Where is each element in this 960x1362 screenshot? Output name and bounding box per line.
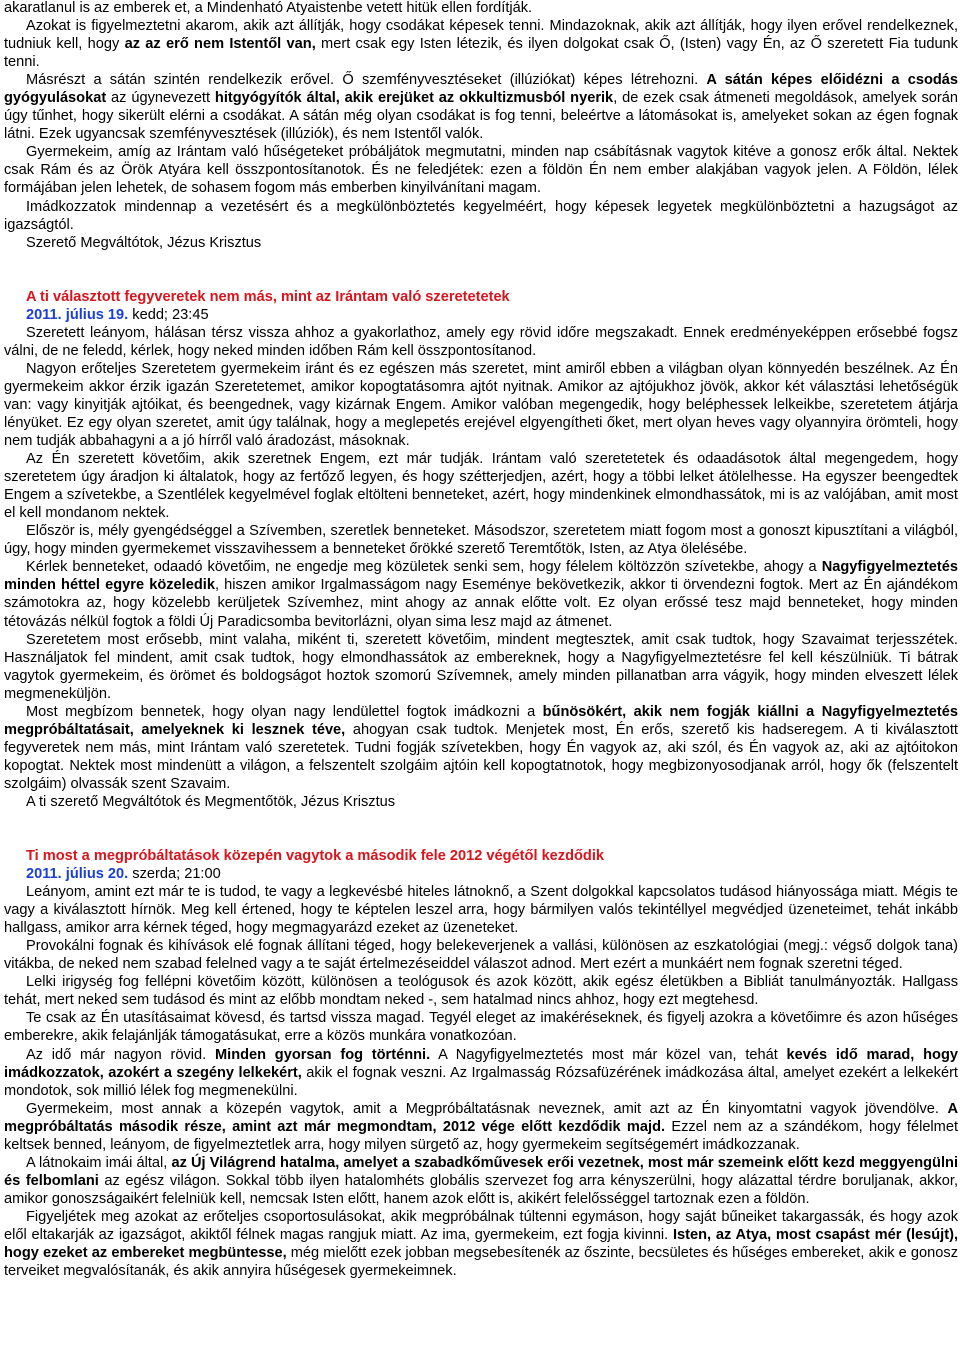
body-paragraph (4, 937, 958, 973)
body-paragraph (4, 703, 958, 793)
message-title (4, 288, 958, 306)
bold-text: bűnösökért, akik nem fogják kiállni a Nagyfigyelmeztetés megpróbáltatásait, amelyeknek ki lesznek téve, (4, 703, 958, 738)
text-run: az úgynevezett (106, 90, 215, 107)
text-run: Leányom, amint ezt már te is tudod, te vagy a legkevésbé hiteles látnoknő, a Szent dolgokkal kapcsolatos tudásod hiányossága miatt. Mégis te vagy a kiválasztott hírnök. Meg kell értened, hogy te képtelen leszel arra, hogy bármilyen valós tekintéllyel megvédjed üzeneteimet, tehát inkább hallgass, amikor arra kérnek téged, hogy megmagyarázd ezeket az üzeneteket. (4, 884, 958, 937)
paragraph-spacer (4, 829, 958, 847)
bold-text: A sátán képes előidézni a csodás gyógyulásokat (4, 72, 959, 107)
body-paragraph (4, 522, 958, 558)
text-run: Imádkozzatok mindennap a vezetésért és a megkülönböztetés kegyelméért, hogy képesek legyetek megkülönböztetni a hazugságot az igazságtól. (4, 198, 958, 233)
text-run: Gyermekeim, amíg az Irántam való hűségeteket próbáljátok megmutatni, minden nap csábításnak vagytok kitéve a gonosz erők által. Nektek csak Rám és az Örök Atyára kell összpontosítanotok. És ne feledjétek: ezen a földön Én nem ember alakjában vagyok jelen. A Földön, lélek formájában jelen lehetek, de sohasem fogom más emberben kinyilvánítani magam. (4, 144, 958, 197)
text-run: szerda; 21:00 (128, 866, 221, 883)
text-run: kedd; 23:45 (128, 306, 209, 323)
message-date: 2011. július 20. (26, 866, 129, 883)
body-paragraph (4, 883, 958, 937)
body-paragraph (4, 360, 958, 450)
text-run: Figyeljétek meg azokat az erőteljes csoportosulásokat, akik megpróbálnak túltenni egymáson, hogy saját bűneiket takargassák, és hogy azok elől eltakarják az igazságot, akiktől félnek magas rangjuk miatt. Az ima, gyermekeim, ezt fogja kivinni. (4, 1208, 958, 1243)
bold-text: A megpróbáltatás második része, amint azt már megmondtam, 2012 vége előtt kezdődik majd. (4, 1100, 958, 1135)
text-run: mert csak egy Isten létezik, és ilyen dolgokat csak Ő, (Isten) vagy Én, az Ő szeretett Fia tudunk tenni. (4, 36, 958, 71)
text-run: Másrészt a sátán szintén rendelkezik erővel. Ő szemfényvesztéseket (illúziókat) képes létrehozni. (26, 72, 707, 89)
body-paragraph (4, 0, 958, 17)
body-paragraph (4, 234, 958, 252)
text-run: az egész világon. Sokkal több ilyen hatalomhéts globális szervezet fog arra kényszerülni, hogy alázattal térdre boruljanak, akkor, amikor gonoszságaikért felelniük kell, nemcsak Isten előtt, hanem azok előtt is, akikért felelősséggel tartoznak ezen a földön. (4, 1172, 958, 1207)
text-run: , hiszen amikor Irgalmasságom nagy Eseménye bekövetkezik, akkor ti örvendezni fogtok. Mert az Én ajándékom számotokra az, hogy közelebb kerüljetek Szívemhez, mint ahogy az annak előtte volt. Ez olyan erőssé tesz majd benneteket, hogy minden tétovázás nélkül fogtok a földi Új Paradicsomba bevitorlázni, olyan sima lesz majd az átmenet. (4, 577, 958, 630)
text-run: Azokat is figyelmeztetni akarom, akik azt állítják, hogy csodákat képesek tenni. Mindazoknak, akik azt állítják, hogy ilyen erővel rendelkeznek, tudniuk kell, hogy (4, 18, 958, 53)
text-run: A látnokaim imái által, (26, 1154, 172, 1171)
text-run: Nagyon erőteljes Szeretetem gyermekeim iránt és ez egészen más szeretet, mint amiről ebben a világban olyan könnyedén beszélnek. Az Én gyermekeim akkor érzik igazán Szeretetemet, amikor kopogtatásomra ajtót nyitnak. Amikor az ajtójukhoz jövök, akkor két választási lehetőségük van: vagy kinyitják ajtóikat, és beengednek, vagy kizárnak Engem. Amikor valóban megengedik, hogy beléphessek lelkeikbe, szeretetem átjárja lényüket. Ez egy olyan szeretet, amit úgy találnak, hogy a meglepetés erejével elgyengítheti őket, mert olyan heves vagy olyannyira örömteli, hogy nem tudják abbahagyni a a jó hírről való áradozást, másoknak. (4, 360, 958, 450)
message-dateline (4, 306, 958, 324)
message-date: 2011. július 19. (26, 306, 129, 323)
text-run: Gyermekeim, most annak a közepén vagytok, amit a Megpróbáltatásnak neveznek, amit azt az Én kinyomtatni vagyok jövendölve. (26, 1100, 948, 1117)
body-paragraph (4, 17, 958, 71)
message-dateline (4, 865, 958, 883)
text-run: Provokálni fognak és kihívások elé fognak állítani téged, hogy belekeverjenek a vallási, különösen az eszkatológiai (megj.: végső dolgok tana) vitákba, de neked nem szabad felelned vagy a te saját értelmezéseiddel válaszot adnod. Mert ezért a munkáért nem fognak szeretni téged. (4, 938, 958, 973)
bold-text: kevés idő marad, hogy imádkozzatok, azokért a szegény lelkekért, (4, 1046, 958, 1081)
bold-text: hitgyógyítók által, akik erejüket az okkultizmusból nyerik (214, 90, 614, 107)
text-run: ahogyan csak tudtok. Menjetek most, Én erős, szerető kis hadseregem. A ti kiválasztott fegyveretek nem más, mint Irántam való szeretetek. Tudni fogják szívetekben, hogy Én vagyok az, aki szól, és Én vagyok az, aki az ajtóitokon kopogtat. Nektek most mindenütt a világon, a felszentelt szolgáim ajtóin kell kopogtatnotok, hogy megbizonyosodjanak arról, hogy ők (felszentelt szolgáim) olvassák szent Szavaim. (4, 721, 958, 792)
paragraph-spacer (4, 811, 958, 829)
bold-text: az az erő nem Istentől van, (124, 36, 316, 53)
text-run: akaratlanul is az emberek et, a Mindenható Atyaistenbe vetett hitük ellen fordítják. (4, 0, 533, 16)
text-run: Az idő már nagyon rövid. (26, 1046, 215, 1063)
body-paragraph (4, 1046, 958, 1100)
text-run: A Nagyfigyelmeztetés most már közel van, tehát (430, 1046, 787, 1063)
text-run: , de ezek csak átmeneti megoldások, amelyek során úgy tűnhet, hogy sikerült elérni a csodákat. A sátán még olyan csodákat is fog tenni, beleértve a látomásokat is, amelyeket sokan az égen fognak látni. Ezek ugyancsak szemfényvesztések (illúziók), és nem Istentől valók. (4, 90, 958, 143)
body-paragraph (4, 450, 958, 522)
body-paragraph (4, 324, 958, 360)
document-page (4, 0, 958, 1280)
body-paragraph (4, 1208, 958, 1280)
text-run: Kérlek benneteket, odaadó követőim, ne engedje meg közületek senki sem, hogy félelem költözzön szívetekbe, ahogy a (26, 559, 822, 576)
text-run: Lelki irigység fog fellépni követőim között, különösen a teológusok és azok között, akik egész életükben a Bibliát tanulmányozták. Hallgass tehát, mert neked sem tudásod és mint az előbb mondtam neked -, sem hatalmad nincs ahhoz, hogy ezt megtehesd. (4, 974, 958, 1009)
body-paragraph (4, 1100, 958, 1154)
bold-text: Isten, az Atya, most csapást mér (lesújt), hogy ezeket az embereket megbüntesse, (4, 1227, 959, 1262)
text-run: még mielőtt ezek jobban megsebesítenék az őszinte, becsületes és hűséges embereket, akik e gonosz terveiket megvalósítanák, és akik annyira hűségesek gyermekeimnek. (4, 1245, 958, 1280)
text-run: A ti választott fegyveretek nem más, mint az Irántam való szeretetetek (26, 288, 510, 305)
bold-text: Minden gyorsan fog történni. (214, 1046, 431, 1063)
paragraph-spacer (4, 252, 958, 270)
body-paragraph (4, 1154, 958, 1208)
text-run: Szeretetem most erősebb, mint valaha, miként ti, szeretett követőim, mindent megtesztek, amit csak tudtok, hogy Szavaimat terjesszétek. Használjatok fel mindent, amit csak tudtok, hogy elmondhassátok az embereknek, hogy a Nagyfigyelmeztetésre fel kell készülniük. Ti bátrak vagytok gyermekeim, és örömet és boldogságot hoztok szomorú Szívemnek, amely minden pillanatban arra vágyik, hogy minden elveszett lélek megmeneküljön. (4, 631, 958, 702)
text-run: A ti szerető Megváltótok és Megmentőtök, Jézus Krisztus (26, 793, 396, 810)
text-run: Az Én szeretett követőim, akik szeretnek Engem, ezt már tudják. Irántam való szeretetetek és odaadásotok által megengedem, hogy szeretetem úgy áradjon ki általatok, hogy az fertőző legyen, és hogy szétterjedjen, azért, hogy a többi lelket átölelhesse. Ha egyszer beengedtek Engem a szívetekbe, a Szentlélek kegyelmével foglak eltölteni benneteket, azért, hogy mindenkinek elmondhassátok, mi is az valójában, amit most el kell mondanom nektek. (4, 451, 958, 522)
body-paragraph (4, 973, 958, 1009)
body-paragraph (4, 71, 958, 143)
text-run: Most megbízom bennetek, hogy olyan nagy lendülettel fogtok imádkozni a (26, 703, 543, 720)
bold-text: Nagyfigyelmeztetés minden héttel egyre közeledik (4, 559, 958, 594)
paragraph-spacer (4, 270, 958, 288)
bold-text: az Új Világrend hatalma, amelyet a szabadkőművesek erői vezetnek, most már szemeink előtt kezd meggyengülni és felbomlani (4, 1154, 958, 1189)
body-paragraph (4, 143, 958, 197)
text-run: akik el fognak veszni. Az Irgalmasság Rózsafüzérének imádkozása által, amelyet ezekért a lelkekért mondotok, sok millió lélek fog megmenekülni. (4, 1064, 958, 1099)
body-paragraph (4, 198, 958, 234)
message-title (4, 847, 958, 865)
text-run: Te csak az Én utasításaimat kövesd, és tartsd vissza magad. Tegyél eleget az imakéréseknek, és figyelj azokra a követőimre és azon hűséges emberekre, akik felajánlják támogatásukat, erre a közös munkára vonatkozóan. (4, 1010, 958, 1045)
text-run: Szeretett leányom, hálásan térsz vissza ahhoz a gyakorlathoz, amely egy rövid időre megszakadt. Ennek eredményeképpen erősebbé fogsz válni, de ne feledd, kérlek, hogy neked minden időben Rám kell összpontosítanod. (4, 324, 958, 359)
body-paragraph (4, 793, 958, 811)
body-paragraph (4, 1009, 958, 1045)
text-run: Ezzel nem az a szándékom, hogy félelmet keltsek benned, leányom, de figyelmeztetlek arra, hogy milyen sürgető az, hogy gyermekeim segítségemért imádkozzanak. (4, 1118, 959, 1153)
body-paragraph (4, 558, 958, 630)
text-run: Szerető Megváltótok, Jézus Krisztus (26, 234, 262, 251)
text-run: Először is, mély gyengédséggel a Szívemben, szeretlek benneteket. Másodszor, szeretetem miatt fogom most a gonoszt kipusztítani a világból, úgy, hogy minden gyermekemet visszavihessem a benneteket őrökké szerető Teremtőtök, Isten, az Atya ölelésébe. (4, 523, 958, 558)
body-paragraph (4, 631, 958, 703)
text-run: Ti most a megpróbáltatások közepén vagytok a második fele 2012 végétől kezdődik (26, 848, 605, 865)
